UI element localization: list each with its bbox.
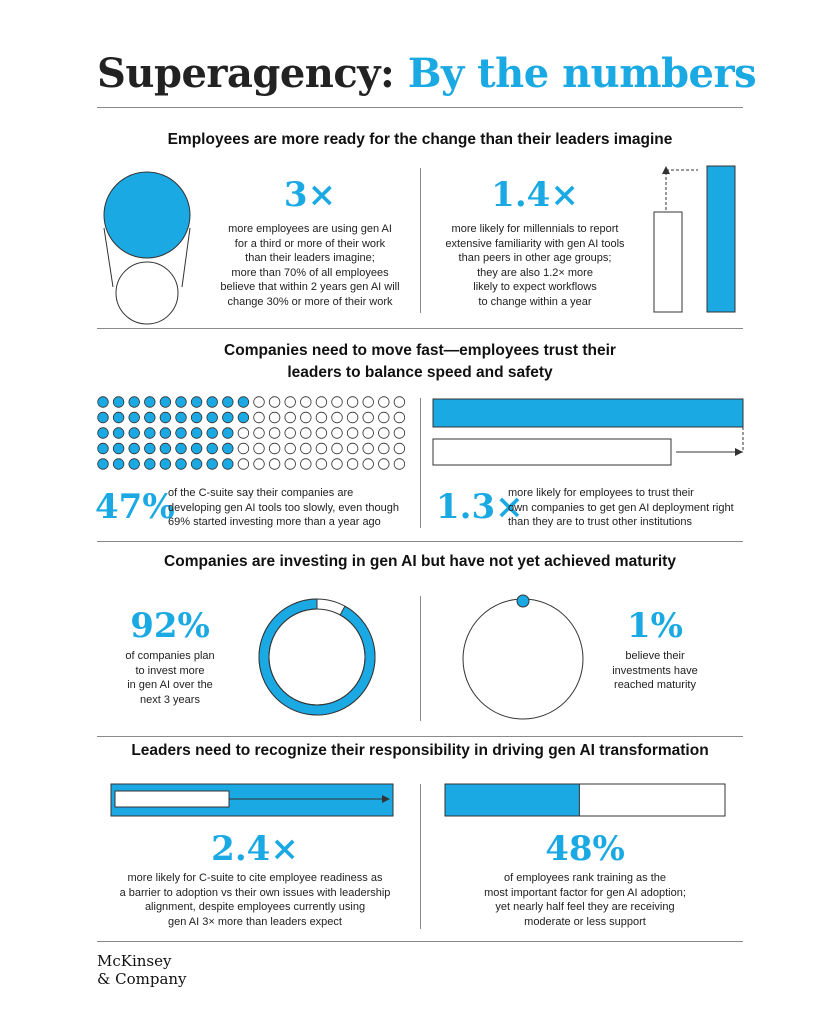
arrow-right-icon	[735, 448, 743, 456]
outline-bar	[654, 212, 682, 312]
filled-bar	[707, 166, 735, 312]
section1-left-stat: 3×	[283, 175, 337, 215]
heading-line: leaders to balance speed and safety	[287, 364, 553, 381]
vertical-divider	[420, 784, 421, 929]
dot	[347, 459, 358, 470]
dot	[254, 428, 265, 439]
dot	[347, 443, 358, 454]
ring-inner	[269, 609, 365, 705]
dot	[363, 397, 374, 408]
dot	[207, 397, 218, 408]
dot	[145, 428, 156, 439]
logo-line: & Company	[97, 970, 187, 988]
section3-heading: Companies are investing in gen AI but have not yet achieved maturity	[164, 553, 676, 570]
dot	[98, 428, 109, 439]
section2-left-description	[168, 486, 418, 530]
dot	[207, 443, 218, 454]
section3-left-description	[105, 649, 235, 707]
dot	[269, 428, 280, 439]
mckinsey-logo	[97, 952, 187, 988]
section4-right-stat: 48%	[545, 829, 625, 869]
dot	[207, 428, 218, 439]
dot	[316, 443, 327, 454]
desc-line: to invest more	[135, 664, 205, 677]
section3-right-description	[590, 649, 720, 693]
desc-line: most important factor for gen AI adoption;	[484, 886, 686, 899]
dot	[113, 459, 124, 470]
desc-line: own companies to get gen AI deployment right	[508, 501, 734, 514]
section4-heading: Leaders need to recognize their responsibility in driving gen AI transformation	[131, 742, 709, 759]
dot	[269, 412, 280, 423]
page-title	[97, 50, 756, 97]
divider	[97, 107, 743, 108]
training-bar-illustration	[444, 782, 728, 818]
dot	[145, 459, 156, 470]
desc-line: moderate or less support	[524, 915, 646, 928]
dot	[176, 397, 187, 408]
dot	[207, 459, 218, 470]
dot	[301, 412, 312, 423]
desc-line: in gen AI over the	[127, 679, 213, 691]
section3-left-stat: 92%	[130, 606, 210, 646]
dot	[191, 412, 202, 423]
dot	[316, 412, 327, 423]
ring-arc	[259, 599, 375, 715]
dot	[191, 459, 202, 470]
desc-line: gen AI 3× more than leaders expect	[168, 915, 342, 928]
desc-line: believe their	[625, 650, 685, 662]
dot	[176, 459, 187, 470]
dot	[98, 443, 109, 454]
dot	[254, 397, 265, 408]
dot	[238, 412, 249, 423]
dot	[176, 443, 187, 454]
desc-line: developing gen AI tools too slowly, even though	[168, 501, 399, 514]
dot	[394, 412, 405, 423]
dot	[316, 397, 327, 408]
dot	[238, 428, 249, 439]
section1-heading: Employees are more ready for the change than their leaders imagine	[167, 131, 673, 148]
desc-line: more likely for millennials to report	[451, 223, 619, 235]
dot	[332, 443, 343, 454]
dot	[113, 443, 124, 454]
investment-ring	[252, 592, 382, 722]
desc-line: they are also 1.2× more	[477, 266, 593, 279]
dot	[332, 459, 343, 470]
dot	[176, 412, 187, 423]
dot	[379, 443, 390, 454]
dot	[363, 412, 374, 423]
maturity-dot	[517, 595, 529, 607]
dot	[347, 428, 358, 439]
desc-line: extensive familiarity with gen AI tools	[445, 237, 625, 250]
desc-line: than their leaders imagine;	[245, 252, 375, 264]
dot	[332, 397, 343, 408]
dot	[285, 412, 296, 423]
desc-line: reached maturity	[614, 679, 696, 691]
dot	[379, 412, 390, 423]
dot	[145, 443, 156, 454]
dot	[347, 397, 358, 408]
dot	[316, 428, 327, 439]
title-part-2: By the numbers	[407, 50, 757, 97]
dot	[301, 443, 312, 454]
desc-line: more employees are using gen AI	[228, 223, 392, 235]
desc-line: of employees rank training as the	[503, 872, 667, 884]
circles-illustration	[97, 165, 197, 325]
section3-right-stat: 1%	[627, 606, 683, 646]
dot	[129, 428, 140, 439]
vertical-divider	[420, 398, 421, 528]
dot	[269, 443, 280, 454]
section2-heading	[97, 340, 743, 384]
dot	[254, 412, 265, 423]
dot	[301, 397, 312, 408]
bar-fill	[445, 784, 579, 816]
dot	[207, 412, 218, 423]
dot	[191, 443, 202, 454]
section2-right-stat: 1.3×	[436, 487, 524, 527]
desc-line: 69% started investing more than a year ago	[168, 516, 381, 528]
desc-line: change 30% or more of their work	[227, 295, 393, 308]
readiness-bar-illustration	[110, 782, 400, 818]
dot	[160, 428, 171, 439]
vertical-divider	[420, 168, 421, 313]
divider	[97, 541, 743, 542]
small-outline-circle	[116, 262, 178, 324]
dot	[347, 412, 358, 423]
dot	[332, 412, 343, 423]
dot	[363, 428, 374, 439]
dot	[379, 397, 390, 408]
dot	[98, 412, 109, 423]
dot	[98, 459, 109, 470]
large-filled-circle	[104, 172, 190, 258]
dot	[113, 428, 124, 439]
dot-grid	[97, 395, 417, 475]
dot	[145, 397, 156, 408]
dot	[285, 459, 296, 470]
dot	[316, 459, 327, 470]
dot	[363, 459, 374, 470]
section2-left-stat: 47%	[95, 487, 175, 527]
dot	[113, 397, 124, 408]
heading-line: Companies need to move fast—employees trust their	[224, 342, 616, 359]
outline-bar	[433, 439, 671, 465]
desc-line: yet nearly half feel they are receiving	[495, 901, 675, 913]
dot	[332, 428, 343, 439]
desc-line: likely to expect workflows	[473, 281, 597, 293]
dot	[285, 428, 296, 439]
dot	[394, 459, 405, 470]
section1-right-stat: 1.4×	[491, 175, 579, 215]
dot	[238, 459, 249, 470]
desc-line: believe that within 2 years gen AI will	[220, 281, 400, 293]
dot	[98, 397, 109, 408]
desc-line: next 3 years	[140, 693, 200, 706]
dot	[301, 459, 312, 470]
dot	[129, 412, 140, 423]
dot	[176, 428, 187, 439]
divider	[97, 736, 743, 737]
section4-right-description	[440, 871, 730, 929]
title-part-1: Superagency:	[97, 50, 395, 97]
maturity-circle	[458, 592, 588, 724]
dot	[379, 428, 390, 439]
divider	[97, 328, 743, 329]
dot	[394, 397, 405, 408]
dot	[129, 397, 140, 408]
desc-line: more likely for C-suite to cite employee readiness as	[127, 872, 383, 884]
dot	[160, 459, 171, 470]
dot	[394, 428, 405, 439]
desc-line: to change within a year	[478, 295, 592, 308]
dot	[379, 459, 390, 470]
dot	[160, 397, 171, 408]
dot	[269, 459, 280, 470]
logo-line: McKinsey	[97, 952, 172, 970]
dot	[269, 397, 280, 408]
desc-line: for a third or more of their work	[234, 237, 386, 250]
desc-line: than peers in other age groups;	[458, 252, 612, 264]
section1-left-description	[205, 222, 415, 309]
desc-line: a barrier to adoption vs their own issues with leadership	[119, 886, 391, 899]
dot	[285, 443, 296, 454]
dot	[285, 397, 296, 408]
desc-line: of companies plan	[125, 650, 215, 662]
dot	[160, 443, 171, 454]
desc-line: more than 70% of all employees	[231, 266, 389, 279]
dot	[238, 443, 249, 454]
dot	[254, 459, 265, 470]
dot	[254, 443, 265, 454]
outline-bar	[115, 791, 229, 807]
desc-line: more likely for employees to trust their	[508, 487, 694, 499]
dot	[129, 443, 140, 454]
dot	[301, 428, 312, 439]
bars-illustration	[650, 162, 740, 317]
section4-left-stat: 2.4×	[211, 829, 299, 869]
divider	[97, 941, 743, 942]
dot	[223, 412, 234, 423]
section2-right-description	[508, 486, 748, 530]
trust-bars-illustration	[432, 395, 748, 470]
desc-line: alignment, despite employees currently using	[144, 901, 366, 913]
dot	[238, 397, 249, 408]
dot	[394, 443, 405, 454]
dot	[160, 412, 171, 423]
desc-line: investments have	[612, 664, 698, 677]
dot	[113, 412, 124, 423]
filled-bar	[433, 399, 743, 427]
dot	[223, 428, 234, 439]
vertical-divider	[420, 596, 421, 721]
dot	[363, 443, 374, 454]
section4-left-description	[100, 871, 410, 929]
dot	[223, 397, 234, 408]
desc-line: of the C-suite say their companies are	[168, 487, 354, 499]
section1-right-description	[430, 222, 640, 309]
dot	[223, 443, 234, 454]
dot	[191, 397, 202, 408]
dot	[191, 428, 202, 439]
desc-line: than they are to trust other institutions	[508, 516, 693, 528]
dot	[145, 412, 156, 423]
dot	[129, 459, 140, 470]
dot	[223, 459, 234, 470]
